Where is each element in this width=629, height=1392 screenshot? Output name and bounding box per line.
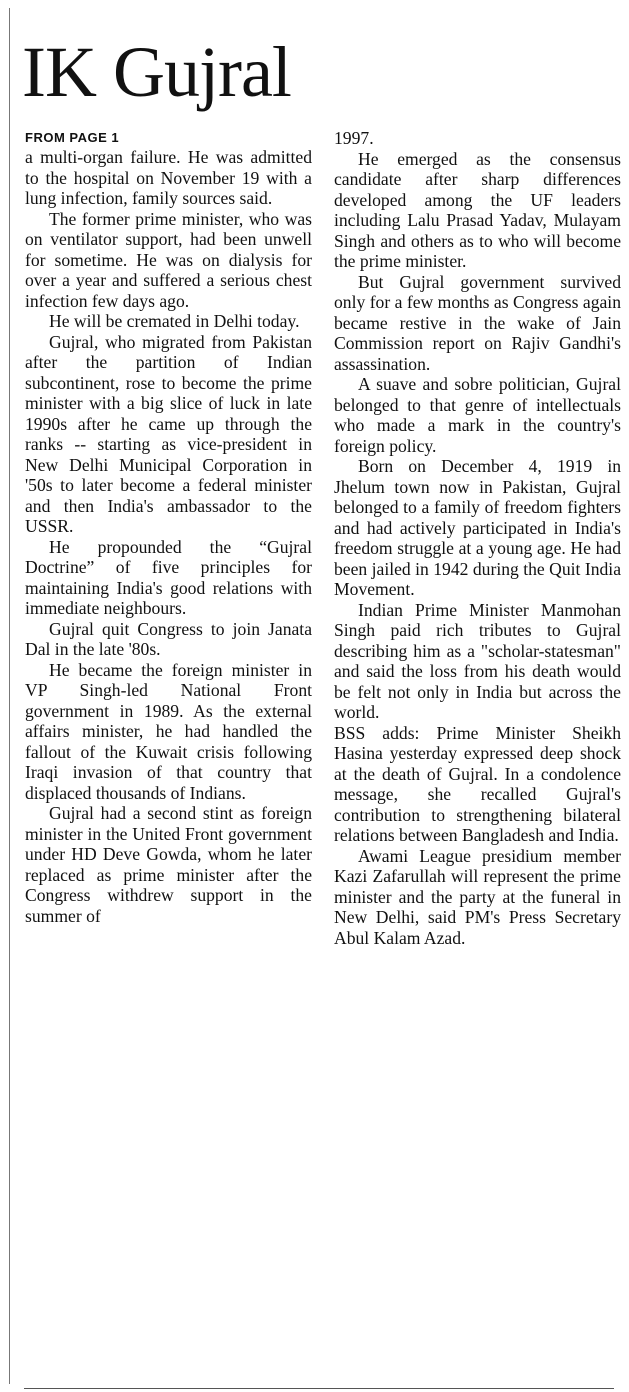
paragraph: Indian Prime Minister Manmohan Singh paid rich tributes to Gujral describing him as a "scholar-statesman" and said the loss from his death would be felt not only in India but across the world. xyxy=(334,599,621,722)
paragraph: But Gujral government survived only for a few months as Congress again became restive in the wake of Jain Commission report on Rajiv Gandhi's assassination. xyxy=(334,271,621,374)
paragraph: a multi-organ failure. He was admitted to the hospital on November 19 with a lung infection, family sources said. xyxy=(25,147,312,208)
headline: IK Gujral xyxy=(22,32,291,112)
paragraph: He will be cremated in Delhi today. xyxy=(49,311,300,331)
paragraph: He propounded the “Gujral Doctrine” of five principles for maintaining India's good relations with immediate neighbours. xyxy=(25,536,312,618)
article-column-left xyxy=(25,128,312,926)
paragraph: He became the foreign minister in VP Singh-led National Front government in 1989. As the external affairs minister, he had handled the fallout of the Kuwait crisis following Iraqi invasion of that country that displaced thousands of Indians. xyxy=(25,659,312,803)
article-column-right xyxy=(334,128,621,948)
paragraph: The former prime minister, who was on ventilator support, had been unwell for sometime. He was on dialysis for over a year and suffered a serious chest infection few days ago. xyxy=(25,208,312,311)
bottom-rule xyxy=(24,1388,614,1389)
paragraph: 1997. xyxy=(334,128,374,148)
paragraph: Gujral, who migrated from Pakistan after the partition of Indian subcontinent, rose to become the prime minister with a big slice of luck in late 1990s after he came up through the ranks -- starting as vice-president in New Delhi Municipal Corporation in '50s to later become a federal minister and then India's ambassador to the USSR. xyxy=(25,331,312,536)
kicker-from-page-1: FROM PAGE 1 xyxy=(25,130,120,145)
paragraph: Born on December 4, 1919 in Jhelum town now in Pakistan, Gujral belonged to a family of freedom fighters and had actively participated in India's freedom struggle at a young age. He had been jailed in 1942 during the Quit India Movement. xyxy=(334,456,621,599)
left-column-rule xyxy=(9,8,10,1384)
paragraph: Gujral had a second stint as foreign minister in the United Front government under HD Deve Gowda, whom he later replaced as prime minister after the Congress withdrew support in the summer of xyxy=(25,803,312,926)
paragraph: Gujral quit Congress to join Janata Dal in the late '80s. xyxy=(25,618,312,659)
paragraph: He emerged as the consensus candidate after sharp differences developed among the UF leaders including Lalu Prasad Yadav, Mulayam Singh and others as to who will become the prime minister. xyxy=(334,148,621,271)
paragraph: A suave and sobre politician, Gujral belonged to that genre of intellectuals who made a mark in the country's foreign policy. xyxy=(334,374,621,456)
paragraph: BSS adds: Prime Minister Sheikh Hasina yesterday expressed deep shock at the death of Gujral. In a condolence message, she recalled Gujral's contribution to strengthening bilateral relations between Bangladesh and India. xyxy=(334,722,621,845)
paragraph: Awami League presidium member Kazi Zafarullah will represent the prime minister and the party at the funeral in New Delhi, said PM's Press Secretary Abul Kalam Azad. xyxy=(334,845,621,948)
